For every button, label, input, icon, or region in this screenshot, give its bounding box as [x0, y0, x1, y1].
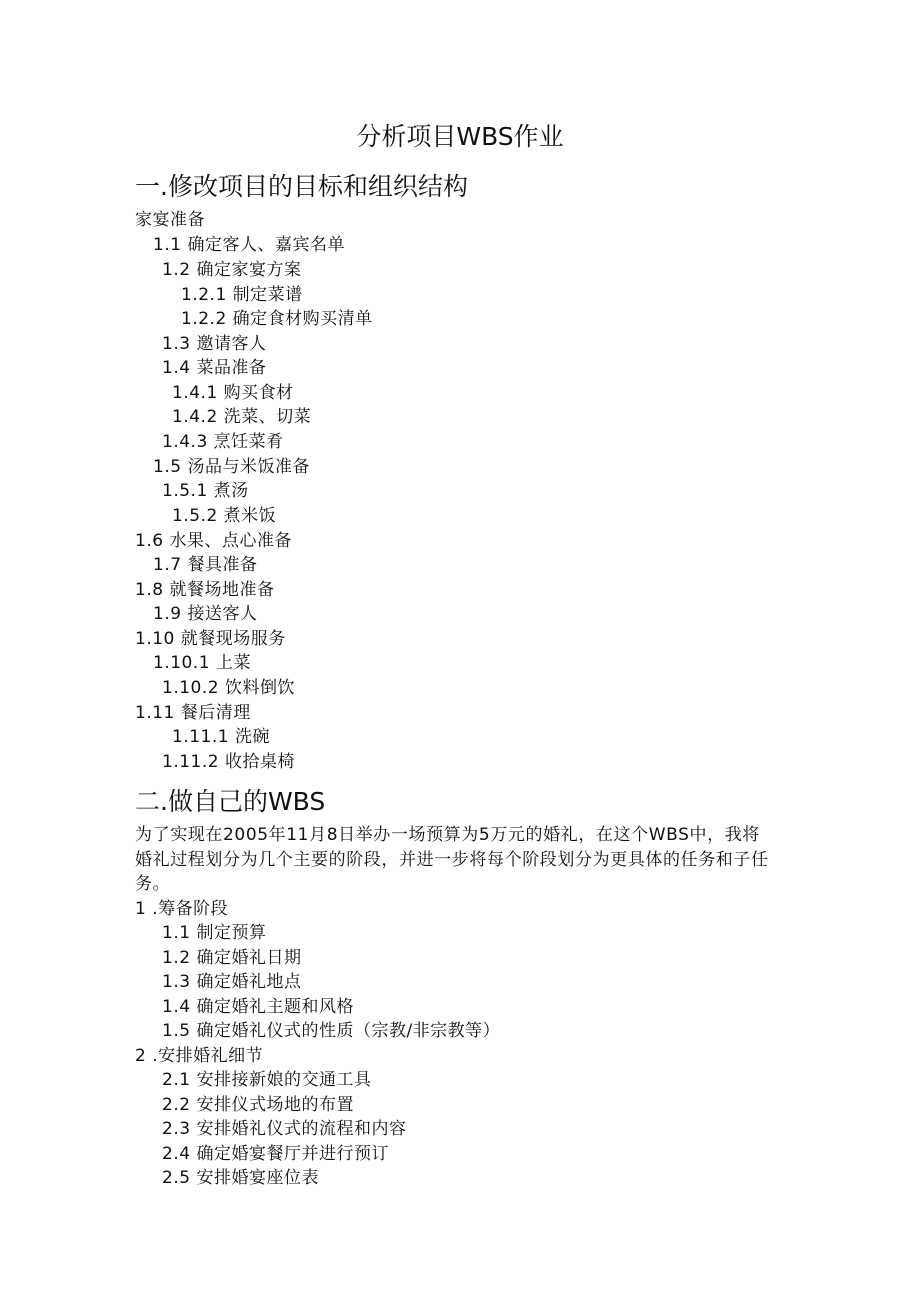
- wbs-item: 1.10.2 饮料倒饮: [162, 678, 295, 698]
- wbs-item: 1.5 汤品与米饭准备: [153, 457, 310, 477]
- wbs-item: 1.11.1 洗碗: [172, 727, 270, 747]
- wbs-item: 1.4.1 购买食材: [172, 383, 294, 403]
- wbs-item: 2.3 安排婚礼仪式的流程和内容: [162, 1119, 407, 1139]
- wbs-item: 1.2.2 确定食材购买清单: [181, 309, 373, 329]
- wbs-item: 1.5.2 煮米饭: [172, 506, 277, 526]
- wbs-item: 1.4 确定婚礼主题和风格: [162, 997, 354, 1017]
- wbs-item: 1.3 邀请客人: [162, 334, 267, 354]
- wbs-item: 1.8 就餐场地准备: [135, 580, 275, 600]
- wbs-item: 1.10.1 上菜: [153, 653, 251, 673]
- wbs-item: 1.5 确定婚礼仪式的性质（宗教/非宗教等）: [162, 1021, 501, 1041]
- wbs-item: 2.5 安排婚宴座位表: [162, 1168, 319, 1188]
- wbs-item: 1.4.3 烹饪菜肴: [162, 432, 284, 452]
- wbs-item: 1 .筹备阶段: [135, 899, 229, 919]
- wbs-item: 2.1 安排接新娘的交通工具: [162, 1070, 372, 1090]
- wbs-item: 1.5.1 煮汤: [162, 481, 249, 501]
- wbs-item: 1.11.2 收拾桌椅: [162, 752, 295, 772]
- wbs-item: 1.7 餐具准备: [153, 555, 258, 575]
- wbs-item: 1.10 就餐现场服务: [135, 629, 286, 649]
- wbs-item: 1.6 水果、点心准备: [135, 531, 292, 551]
- page-title: 分析项目WBS作业: [356, 122, 564, 151]
- wbs-item: 1.9 接送客人: [153, 604, 258, 624]
- wbs-item: 1.3 确定婚礼地点: [162, 972, 302, 992]
- wbs-item: 1.4.2 洗菜、切菜: [172, 407, 312, 427]
- section-2-intro-paragraph: 为了实现在2005年11月8日举办一场预算为5万元的婚礼，在这个WBS中，我将婚礼过程划分为几个主要的阶段，并进一步将每个阶段划分为更具体的任务和子任务。: [135, 825, 769, 894]
- wbs-item: 1.1 制定预算: [162, 923, 267, 943]
- wbs-item: 家宴准备: [135, 210, 205, 230]
- wbs-item: 1.2.1 制定菜谱: [181, 285, 303, 305]
- section-1-heading: 一.修改项目的目标和组织结构: [135, 172, 468, 201]
- wbs-item: 1.2 确定家宴方案: [162, 260, 302, 280]
- wbs-item: 1.4 菜品准备: [162, 358, 267, 378]
- wbs-item: 1.11 餐后清理: [135, 703, 251, 723]
- wbs-item: 1.2 确定婚礼日期: [162, 948, 302, 968]
- wbs-item: 1.1 确定客人、嘉宾名单: [153, 235, 345, 255]
- wbs-item: 2.2 安排仪式场地的布置: [162, 1095, 354, 1115]
- section-2-heading: 二.做自己的WBS: [135, 787, 326, 816]
- wbs-item: 2 .安排婚礼细节: [135, 1046, 264, 1066]
- wbs-item: 2.4 确定婚宴餐厅并进行预订: [162, 1144, 389, 1164]
